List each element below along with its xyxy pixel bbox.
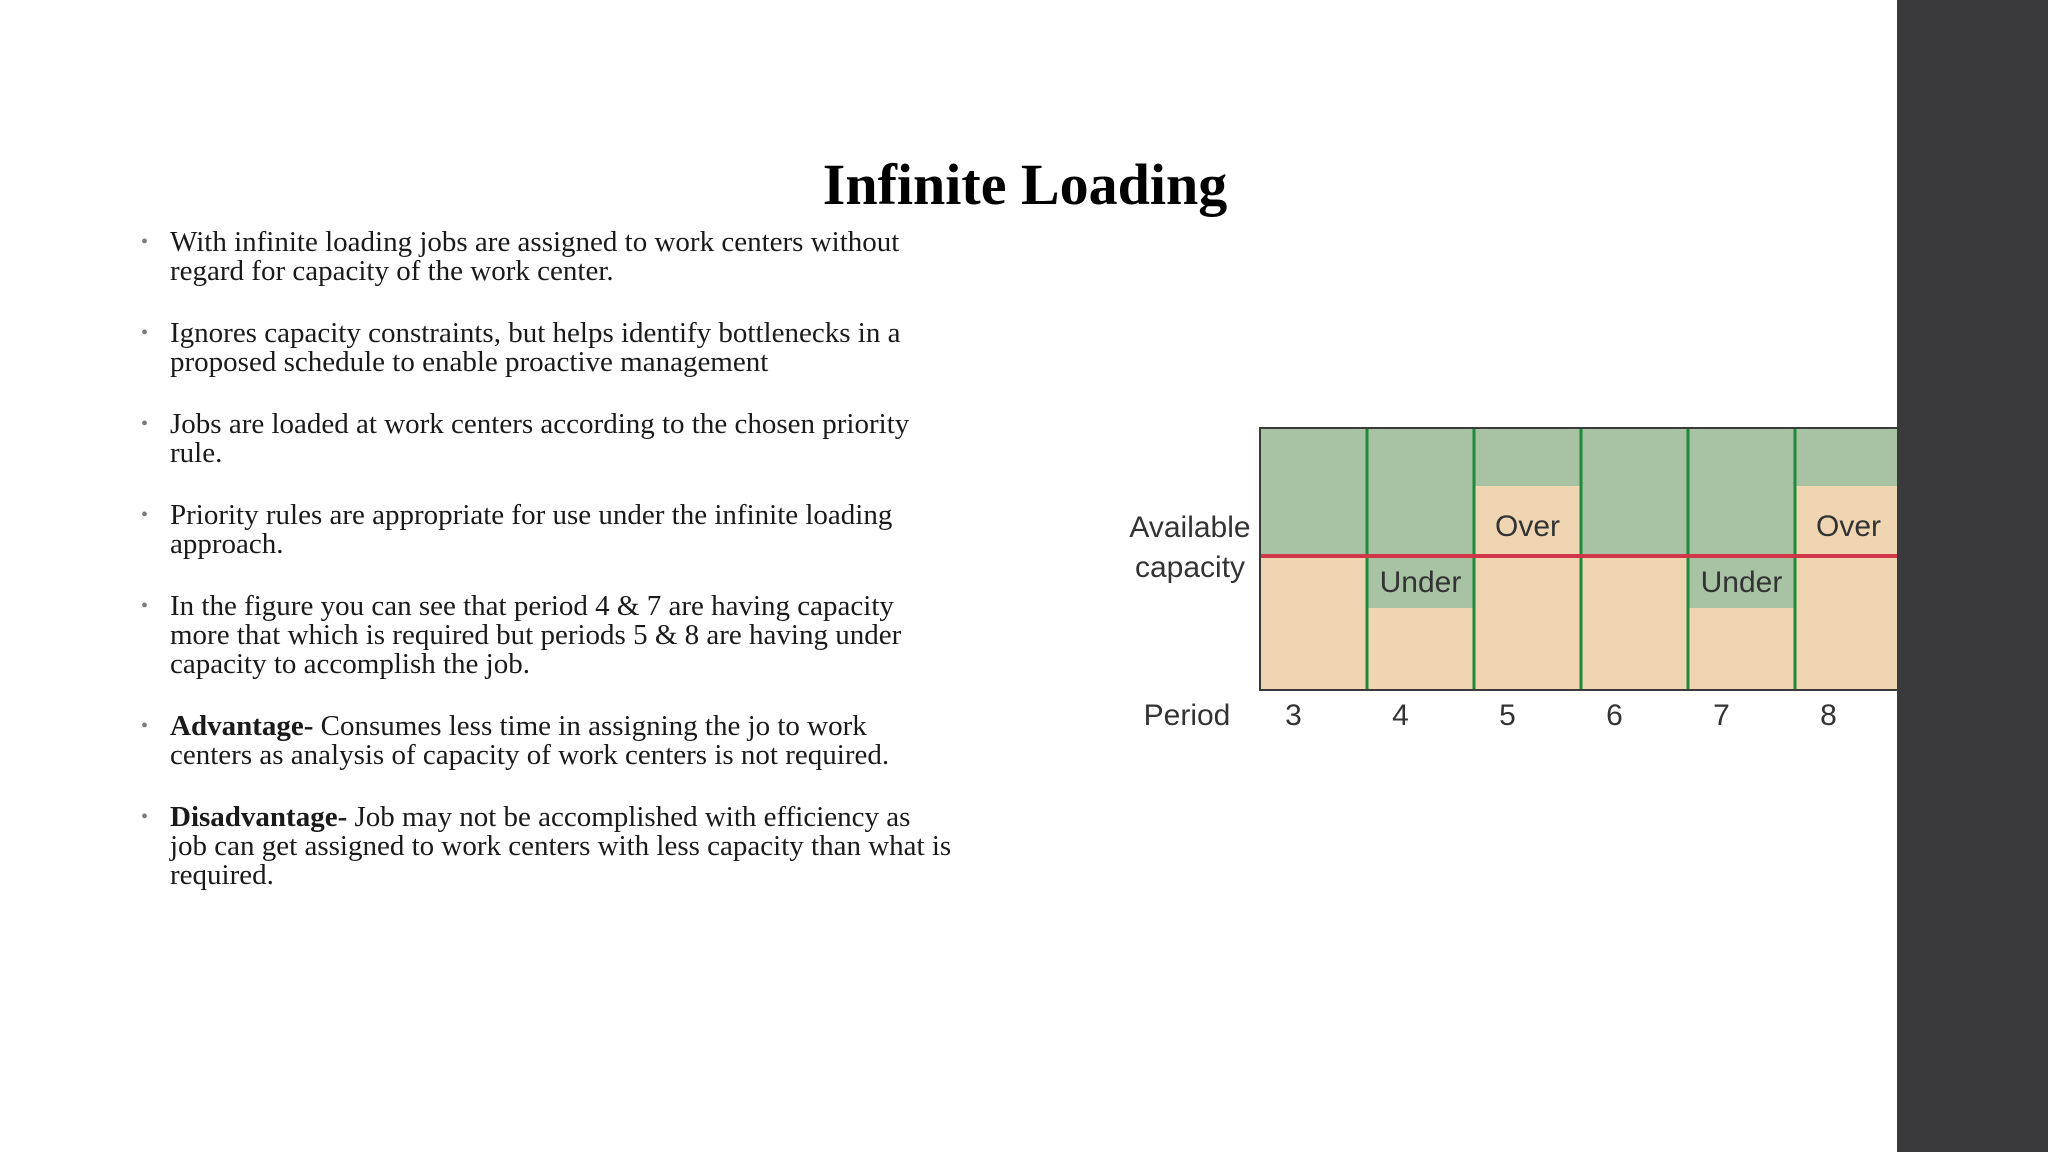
annotation-label-7: Under	[1700, 566, 1783, 599]
load-cell-6	[1581, 556, 1688, 690]
bullet-icon: •	[141, 413, 149, 435]
period-tick-8: 8	[1820, 699, 1837, 732]
bullet-icon: •	[141, 231, 149, 253]
slide-title: Infinite Loading	[822, 152, 1228, 217]
bullet-item	[135, 228, 1055, 286]
bullet-line: approach.	[170, 528, 284, 560]
load-cell-7	[1688, 608, 1795, 690]
bullet-line: centers as analysis of capacity of work centers is not required.	[170, 739, 890, 771]
bullet-item	[135, 592, 1055, 679]
bullet-line: job can get assigned to work centers with less capacity than what is	[170, 830, 952, 862]
y-label-line1: Available	[1129, 511, 1251, 544]
load-cell-4	[1367, 608, 1474, 690]
bullet-lead: Advantage-	[170, 710, 314, 742]
bullet-item	[135, 712, 1055, 770]
bullet-line: proposed schedule to enable proactive management	[170, 346, 769, 378]
bullet-line: rule.	[170, 437, 223, 469]
annotation-label-4: Under	[1379, 566, 1462, 599]
bullet-line: regard for capacity of the work center.	[170, 255, 614, 287]
bullet-item	[135, 319, 1055, 377]
capacity-figure	[1125, 420, 1897, 740]
figure-cells	[1260, 428, 1897, 690]
bullet-line: Jobs are loaded at work centers according to the chosen priority	[170, 408, 910, 440]
bullet-icon: •	[141, 322, 149, 344]
bullet-line: Priority rules are appropriate for use under the infinite loading	[170, 499, 893, 531]
period-tick-6: 6	[1606, 699, 1623, 732]
bullet-icon: •	[141, 715, 149, 737]
bullet-item	[135, 501, 1055, 559]
bullet-line: more that which is required but periods 5 & 8 are having under	[170, 619, 902, 651]
bullet-item	[135, 410, 1055, 468]
annotation-label-8: Over	[1815, 510, 1882, 543]
period-ticks	[1285, 699, 1837, 732]
bullet-icon: •	[141, 504, 149, 526]
bullet-list	[135, 228, 1055, 923]
bullet-line: In the figure you can see that period 4 & 7 are having capacity	[170, 590, 894, 622]
bullet-item	[135, 803, 1055, 890]
bullet-line: Ignores capacity constraints, but helps identify bottlenecks in a	[170, 317, 901, 349]
bullet-lead: Disadvantage-	[170, 801, 348, 833]
annotation-label-5: Over	[1494, 510, 1561, 543]
bullet-line: Job may not be accomplished with efficiency as	[347, 801, 911, 833]
load-cell-3	[1260, 556, 1367, 690]
period-tick-3: 3	[1285, 699, 1302, 732]
capacity-figure-svg	[1125, 420, 1897, 740]
bullet-icon: •	[141, 806, 149, 828]
bullet-line: required.	[170, 859, 274, 891]
y-label-line2: capacity	[1134, 551, 1246, 584]
bullet-line: Consumes less time in assigning the jo to work	[313, 710, 867, 742]
bullet-line: With infinite loading jobs are assigned to work centers without	[170, 226, 900, 258]
bullet-icon: •	[141, 595, 149, 617]
bullet-line: capacity to accomplish the job.	[170, 648, 530, 680]
period-tick-7: 7	[1713, 699, 1730, 732]
x-label: Period	[1143, 699, 1231, 732]
side-bar	[1897, 0, 2048, 1152]
period-tick-4: 4	[1392, 699, 1409, 732]
period-tick-5: 5	[1499, 699, 1516, 732]
